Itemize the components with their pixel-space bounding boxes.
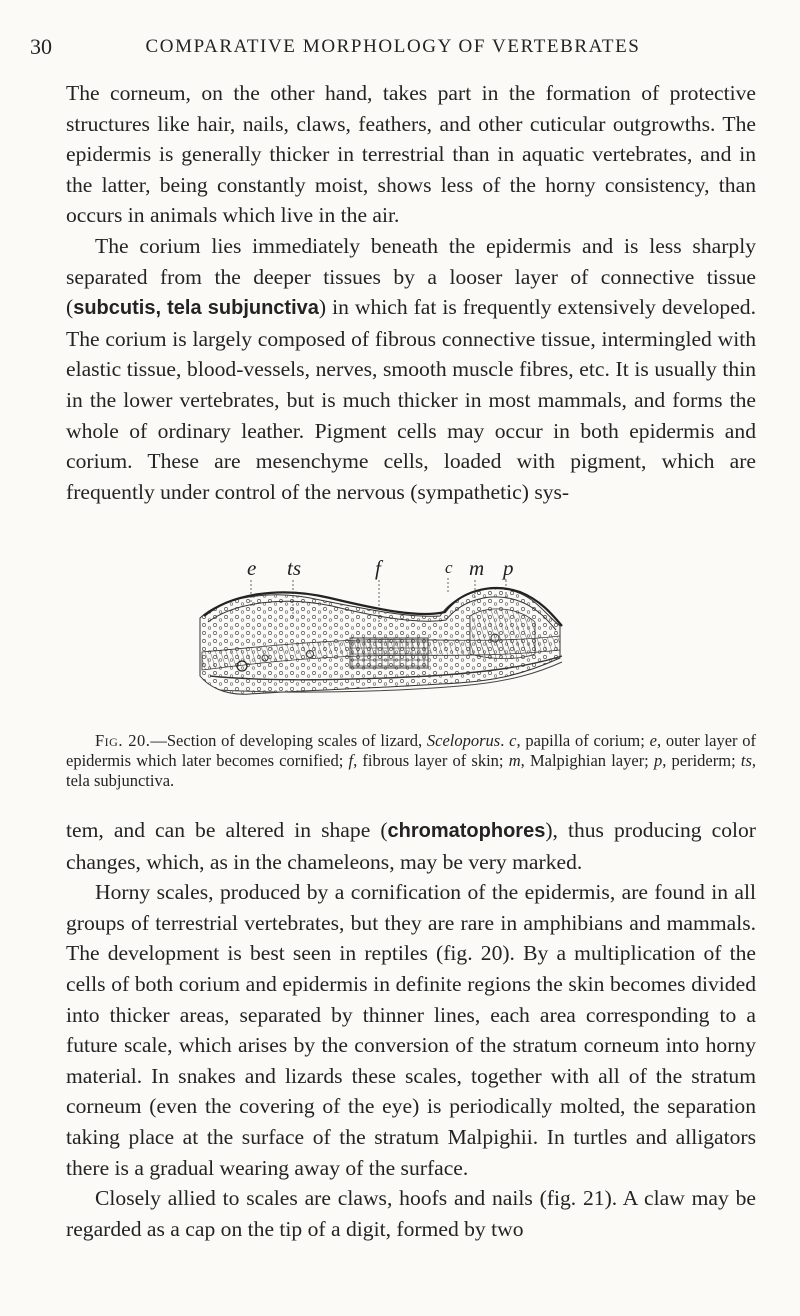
figure-number: Fig. 20. — [95, 731, 151, 750]
key-m-text: , Malpighian layer; — [520, 751, 654, 770]
label-ts: ts — [287, 558, 302, 580]
caption-text — [66, 731, 756, 791]
tissue-layers — [200, 588, 562, 694]
figure-labels — [247, 558, 514, 580]
paragraph-horny-scales: Horny scales, produced by a cornification of the epidermis, are found in all groups of terrestrial vertebrates, but they are rare in amphibians and mammals. The development is best seen in reptiles (fig. 20). By a multiplication of the cells of both corium and epidermis in definite regions the skin becomes divided into thicker areas, separated by thinner lines, each area corresponding to a future scale, which arises by the conversion of the stratum corneum into horny material. In snakes and lizards these scales, together with all of the stratum corneum (even the covering of the eye) is periodically molted, the separation taking place at the surface of the stratum Malpighii. In turtles and alligators there is a gradual wearing away of the surface. — [66, 880, 756, 1180]
key-p: p — [653, 751, 663, 770]
term-subcutis: subcutis, tela subjunctiva — [73, 297, 319, 320]
key-c: c — [509, 731, 517, 750]
paragraph-corneum: The corneum, on the other hand, takes part in the formation of protective structures like hair, nails, claws, feathers, and other cuticular outgrowths. The epidermis is generally thicker in terrestrial than in aquatic vertebrates, and in the latter, being constantly moist, shows less of the horny consistency, than occurs in animals which live in the air. — [66, 81, 756, 228]
key-f-text: , fibrous layer of skin; — [353, 751, 509, 770]
key-p-text: , periderm; — [662, 751, 741, 770]
scale-section-illustration — [190, 558, 740, 720]
paragraph-text: ), thus producing color changes, which, as in the chameleons, may be very marked. — [66, 818, 756, 874]
paragraph-corium — [66, 231, 756, 507]
paragraph-text: tem, and can be altered in shape ( — [66, 818, 388, 842]
label-e: e — [247, 558, 257, 580]
running-head — [30, 34, 756, 64]
running-title: COMPARATIVE MORPHOLOGY OF VERTEBRATES — [145, 36, 641, 57]
key-f: f — [348, 751, 354, 770]
paragraph-text: ) in which fat is frequently extensively developed. The corium is largely composed of fibrous connective tissue, intermingled with elastic tissue, blood-vessels, nerves, smooth muscle fibres, etc. It is usually thin in the lower vertebrates, but is much thicker in most mammals, and forms the whole of ordinary leather. Pigment cells may occur in both epidermis and corium. These are mesenchyme cells, loaded with pigment, which are frequently under control of the nervous (sympathetic) sys- — [66, 295, 756, 504]
key-m: m — [508, 751, 521, 770]
page-number: 30 — [30, 34, 52, 59]
label-f: f — [375, 558, 381, 580]
paragraph-chromatophores — [66, 815, 756, 877]
figure-scale-section — [190, 558, 740, 720]
caption-sep: . — [500, 731, 510, 750]
term-chromatophores: chromatophores — [387, 820, 546, 842]
label-c: c — [445, 558, 453, 577]
figure-caption — [66, 731, 756, 791]
key-c-text: , papilla of corium; — [516, 731, 650, 750]
body-text-bottom — [66, 815, 756, 1244]
paragraph-claws: Closely allied to scales are claws, hoofs and nails (fig. 21). A claw may be regarded as a cap on the tip of a digit, formed by two — [66, 1186, 756, 1241]
paragraph-text: The corium lies immediately beneath the epidermis and is less sharply separated from the deeper tissues by a looser layer of connective tissue ( — [66, 233, 756, 320]
key-ts: ts — [740, 751, 752, 770]
key-e-text: , outer layer of epidermis which later becomes cornified; — [66, 731, 757, 770]
caption-lead: —Section of developing scales of lizard, — [150, 731, 427, 750]
label-m: m — [469, 558, 485, 580]
caption-genus: Sceloporus — [426, 731, 501, 750]
label-p: p — [503, 558, 514, 580]
key-ts-text: , tela subjunctiva. — [66, 751, 756, 790]
body-text-top — [66, 78, 756, 507]
key-e: e — [649, 731, 657, 750]
